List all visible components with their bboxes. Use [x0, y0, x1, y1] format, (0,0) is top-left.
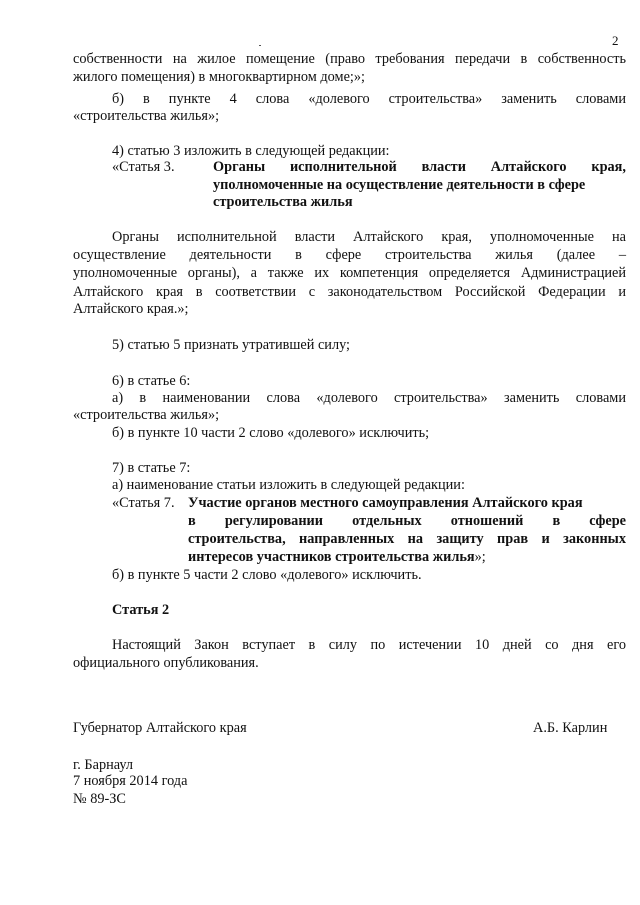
item4-title-line2: уполномоченные на осуществление деятельности в сфере	[213, 177, 586, 193]
item4-body-line1: Органы исполнительной власти Алтайского края, уполномоченные на	[112, 229, 626, 245]
footer-number: № 89-ЗС	[73, 791, 126, 807]
page-number: 2	[612, 33, 619, 48]
item6-intro: 6) в статье 6:	[112, 373, 191, 389]
p1-line2: жилого помещения) в многоквартирном доме;»;	[73, 69, 366, 85]
item7-article-label: «Статья 7.	[112, 495, 175, 511]
article2-line1: Настоящий Закон вступает в силу по истечении 10 дней со дня его	[112, 637, 626, 653]
footer-city: г. Барнаул	[73, 757, 134, 773]
footer-date: 7 ноября 2014 года	[73, 773, 188, 789]
item7-title-line1: Участие органов местного самоуправления Алтайского края	[188, 495, 583, 511]
item4-article-label: «Статья 3.	[112, 159, 175, 175]
item7-title-line2: в регулировании отдельных отношений в сфере	[188, 513, 626, 529]
scan-speck	[259, 45, 261, 46]
item6-a-line1: а) в наименовании слова «долевого строительства» заменить словами	[112, 390, 626, 406]
p1-line1: собственности на жилое помещение (право требования передачи в собственность	[73, 51, 626, 67]
item4-body-line3: уполномоченные органы), а также их компетенция определяется Администрацией	[73, 265, 626, 281]
signature-name: А.Б. Карлин	[533, 720, 608, 736]
signature-position: Губернатор Алтайского края	[73, 720, 247, 736]
item7-title-end: »;	[474, 549, 486, 565]
p2-line2: «строительства жилья»;	[73, 108, 220, 124]
item7-a: а) наименование статьи изложить в следующей редакции:	[112, 477, 465, 493]
article2-line2: официального опубликования.	[73, 655, 259, 671]
item4-intro: 4) статью 3 изложить в следующей редакции:	[112, 143, 390, 159]
item7-b: б) в пункте 5 части 2 слово «долевого» исключить.	[112, 567, 422, 583]
item4-body-line4: Алтайского края в соответствии с законодательством Российской Федерации и	[73, 284, 626, 300]
item4-body-line5: Алтайского края.»;	[73, 301, 189, 317]
item5: 5) статью 5 признать утратившей силу;	[112, 337, 351, 353]
item7-title-line4: интересов участников строительства жилья	[188, 549, 475, 565]
item4-title-line1: Органы исполнительной власти Алтайского края,	[213, 159, 626, 175]
item4-title-line3: строительства жилья	[213, 194, 353, 210]
item7-title-line3: строительства, направленных на защиту прав и законных	[188, 531, 626, 547]
article2-heading: Статья 2	[112, 602, 170, 618]
item7-title-line4-wrap	[188, 549, 486, 565]
item6-a-line2: «строительства жилья»;	[73, 407, 220, 423]
p2-line1: б) в пункте 4 слова «долевого строительства» заменить словами	[112, 91, 626, 107]
item7-intro: 7) в статье 7:	[112, 460, 191, 476]
item6-b: б) в пункте 10 части 2 слово «долевого» исключить;	[112, 425, 430, 441]
item4-body-line2: осуществление деятельности в сфере строительства жилья (далее –	[73, 247, 626, 263]
